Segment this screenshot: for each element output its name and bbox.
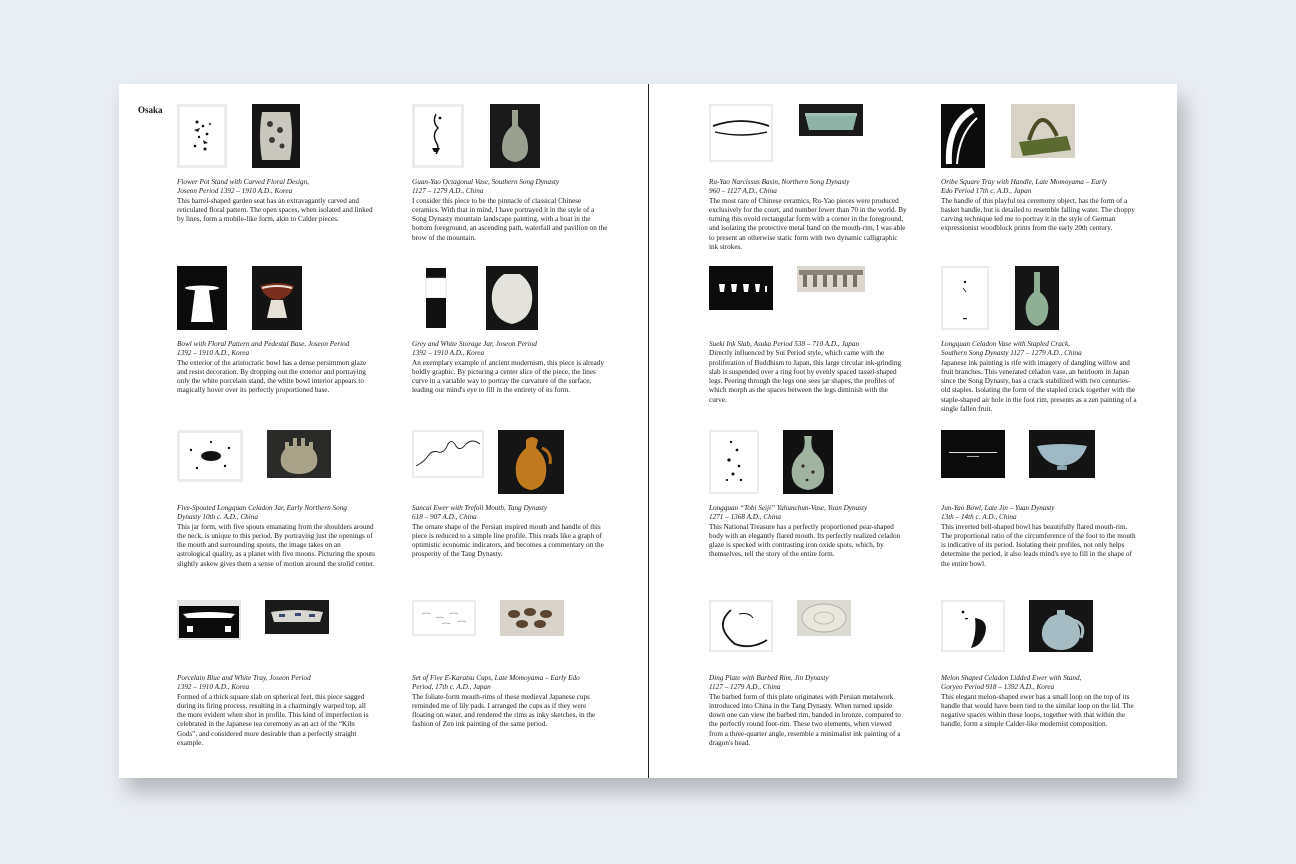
catalog-item-ru-yao-basin <box>709 104 909 252</box>
item-title: Sancai Ewer with Trefoil Mouth, Tang Dynasty <box>412 504 548 512</box>
ceramic-photo <box>252 266 302 330</box>
item-description: This inverted bell-shaped bowl has beautifully flared mouth-rim. The proportional ratio of the circumference of the foot to the mouth is indicative of its period. Isolating their profiles, not only helps determine the period, it also leads mind's eye to fill in the shape of the entire bowl. <box>941 522 1136 568</box>
catalog-item-sancai-ewer <box>412 430 612 559</box>
catalog-item-jun-yao-bowl <box>941 430 1141 568</box>
item-title: Jun-Yao Bowl, Late Jin – Yuan Dynasty <box>941 504 1055 512</box>
ink-study-image <box>412 266 460 330</box>
ceramic-photo <box>783 430 833 494</box>
item-period: 1127 – 1279 A.D., China <box>709 683 781 692</box>
item-description: This barrel-shaped garden seat has an extravagantly carved and reticulated floral pattern. The open spaces, when isolated and linked by lines, form a mobile-like form, akin to Calder pieces. <box>177 196 373 224</box>
ceramic-photo <box>500 600 564 636</box>
item-description: The foliate-form mouth-rims of these medieval Japanese cups reminded me of lily pads. I arranged the cups as if they were floating on water, and rendered the rims as inky sketches, in the fashion of Zen ink painting of the same period. <box>412 692 596 729</box>
item-description: The handle of this playful tea ceremony object, has the form of a basket handle, but is detailed to resemble falling water. The choppy carving technique led me to portray it in the style of German expressionist woodblock prints from the early 20th century. <box>941 196 1135 233</box>
ink-study-image <box>709 104 773 162</box>
item-description: The exterior of the aristocratic bowl has a dense persimmon glaze and resist decoration. By dropping out the exterior and portraying only the white porcelain stand, the white bowl interior appears to magically hover over its perfectly proportioned base. <box>177 358 367 395</box>
ink-study-image <box>177 600 241 640</box>
ink-study-image <box>177 430 243 482</box>
item-period: 960 – 1127 A.D., China <box>709 187 777 196</box>
left-page <box>119 84 649 778</box>
item-title: Grey and White Storage Jar, Joseon Period <box>412 340 537 348</box>
catalog-item-storage-jar <box>412 266 612 395</box>
ceramic-photo <box>797 600 851 636</box>
item-description: I consider this piece to be the pinnacle of classical Chinese ceramics. With that in mind, I have portrayed it in the style of a Song Dynasty mountain landscape painting, with a boat in the bottom foreground, an ascending path, waterfall and pavilion on the brow of the mountain. <box>412 196 608 242</box>
item-period: Dynasty 10th c. A.D., China <box>177 513 258 522</box>
ceramic-photo <box>265 600 329 634</box>
item-title: Guan-Yao Octagonal Vase, Southern Song Dynasty <box>412 178 560 186</box>
ink-study-image <box>177 266 227 330</box>
item-description: Directly influenced by Sui Period style, which came with the proliferation of Buddhism to Japan, this large circular ink-grinding slab is suspended over a ring foot by evenly spaced tassel-shaped legs. Peering through the legs one sees jar shapes, the profiles of which morph as the spaces between the legs diminish with the curve. <box>709 349 902 404</box>
item-period: 1392 – 1910 A.D., Korea <box>177 349 250 358</box>
item-description: This jar form, with five spouts emanating from the shoulders around the neck, is unique to this period. By portraying just the openings of the mouth and surrounding spouts, the image takes on an astrological quality, as a planet with five moons. Picturing the spouts slightly askew gives them a sense of motion around the stolid center. <box>177 522 375 568</box>
item-period: Edo Period 17th c. A.D., Japan <box>941 187 1032 196</box>
ink-study-image <box>941 104 985 168</box>
ink-study-image <box>412 104 464 168</box>
ink-study-image <box>709 266 773 310</box>
ceramic-photo <box>799 104 863 136</box>
item-description: An exemplary example of ancient modernism, this piece is already boldly graphic. By picturing a center slice of the piece, the lines curve in a variable way to portray the curvature of the surface, leading our mind's eye to fill in the entirety of its form. <box>412 358 604 395</box>
item-period: Southern Song Dynasty 1127 – 1279 A.D., China <box>941 349 1082 358</box>
item-title: Longquan “Tobi Seiji” Yuhunchun-Vase, Yuan Dynasty <box>709 504 868 512</box>
item-period: 1271 – 1368 A.D., China <box>709 513 781 522</box>
item-period: 1392 – 1910 A.D., Korea <box>412 349 485 358</box>
ink-study-image <box>941 600 1005 652</box>
item-description: The most rare of Chinese ceramics, Ru-Yao pieces were produced exclusively for the court, and number fewer than 70 in the world. By turning this ovoid rectangular form with a corner in the foreground, and isolating the protective metal band on the mouth-rim, I was able to present an otherwise static form with two dynamic calligraphic ink strokes. <box>709 196 907 252</box>
ceramic-photo <box>1015 266 1059 330</box>
catalog-item-sueki-ink-slab <box>709 266 909 404</box>
catalog-item-e-karatsu-cups <box>412 600 612 729</box>
ink-study-image <box>412 600 476 636</box>
ceramic-photo <box>498 430 564 494</box>
catalog-item-melon-ewer <box>941 600 1141 729</box>
ceramic-photo <box>486 266 538 330</box>
item-title: Sueki Ink Slab, Asuka Period 538 – 710 A.D., Japan <box>709 340 860 348</box>
item-description: Formed of a thick square slab on spherical feet, this piece sagged during its firing process, resulting in a charmingly warped top, all the more evident when shot in profile. This kind of imperfection is celebrated in the Japanese tea ceremony as an act of the “Kiln Gods”, and considered more desirable than a perfectly straight example. <box>177 692 369 748</box>
item-period: Period, 17th c. A.D., Japan <box>412 683 491 692</box>
ceramic-photo <box>1029 430 1095 478</box>
catalog-item-guan-yao-vase <box>412 104 612 242</box>
item-title: Ding Plate with Barbed Rim, Jin Dynasty <box>709 674 829 682</box>
item-description: This elegant melon-shaped ewer has a small loop on the top of its handle that would have been tied to the similar loop on the lid. The negative spaces within these loops, together with that within the handle, form a simple Calder-like modernist composition. <box>941 692 1134 729</box>
catalog-item-oribe-tray <box>941 104 1141 233</box>
item-description: Japanese ink painting is rife with imagery of dangling willow and fruit branches. This venerated celadon vase, an heirloom in Japan since the Song Dynasty, has a crack stabilized with two centuries-old staples. Isolating the form of the stapled crack together with the staple-shaped air hole in the foot rim, presents as a zen painting of a single fallen fruit. <box>941 358 1137 414</box>
ceramic-photo <box>490 104 540 168</box>
item-period: 13th – 14th c. A.D., China <box>941 513 1017 522</box>
ink-study-image <box>709 430 759 494</box>
item-title: Melon Shaped Celadon Lidded Ewer with Stand, <box>941 674 1082 682</box>
ink-study-image <box>941 430 1005 478</box>
catalog-item-five-spouted-jar <box>177 430 377 568</box>
item-title: Oribe Square Tray with Handle, Late Momoyama – Early <box>941 178 1108 186</box>
ink-study-image <box>177 104 227 168</box>
item-title: Five-Spouted Longquan Celadon Jar, Early Northern Song <box>177 504 347 512</box>
ceramic-photo <box>267 430 331 478</box>
item-period: 1392 – 1910 A.D., Korea <box>177 683 250 692</box>
catalog-item-ding-plate <box>709 600 909 748</box>
item-period: Goryeo Period 918 – 1392 A.D., Korea <box>941 683 1055 692</box>
item-title: Longquan Celadon Vase with Stapled Crack, <box>941 340 1070 348</box>
item-title: Porcelain Blue and White Tray, Joseon Period <box>177 674 311 682</box>
ink-study-image <box>412 430 484 478</box>
ceramic-photo <box>1011 104 1075 158</box>
catalog-item-stapled-crack-vase <box>941 266 1141 414</box>
item-period: 1127 – 1279 A.D., China <box>412 187 484 196</box>
item-period: Joseon Period 1392 – 1910 A.D., Korea <box>177 187 293 196</box>
book-spread <box>119 84 1177 778</box>
right-page <box>649 84 1177 778</box>
catalog-item-tobi-seiji-vase <box>709 430 909 559</box>
ceramic-photo <box>252 104 300 168</box>
catalog-item-pedestal-bowl <box>177 266 377 395</box>
item-description: This National Treasure has a perfectly proportioned pear-shaped body with an elegantly flared mouth. Its perfectly realized celadon glaze is specked with contrasting iron oxide spots, which, by themselves, tell the story of the entire form. <box>709 522 901 559</box>
item-period: 618 – 907 A.D., China <box>412 513 477 522</box>
ceramic-photo <box>1029 600 1093 652</box>
ink-study-image <box>941 266 989 330</box>
catalog-item-flower-pot-stand <box>177 104 377 224</box>
item-title: Set of Five E-Karatsu Cups, Late Momoyama – Early Edo <box>412 674 580 682</box>
running-head: Osaka <box>138 105 163 115</box>
item-title: Flower Pot Stand with Carved Floral Design, <box>177 178 309 186</box>
catalog-item-blue-white-tray <box>177 600 377 748</box>
ink-study-image <box>709 600 773 652</box>
item-description: The barbed form of this plate originates with Persian metalwork introduced into China in the Tang Dynasty. When turned upside down one can view the barbed rim, banded in bronze, compared to the perfectly round foot-rim. These two elements, when viewed from a three-quarter angle, resemble a minimalist ink painting of a dragon's head. <box>709 692 901 748</box>
item-title: Ru-Yao Narcissus Basin, Northern Song Dynasty <box>709 178 850 186</box>
item-title: Bowl with Floral Pattern and Pedestal Base, Joseon Period <box>177 340 350 348</box>
item-description: The ornate shape of the Persian inspired mouth and handle of this piece is reduced to a simple line profile. This reads like a graph of optimistic economic indicators, and becomes a commentary on the prosperity of the Tang Dynasty. <box>412 522 604 559</box>
ceramic-photo <box>797 266 865 292</box>
